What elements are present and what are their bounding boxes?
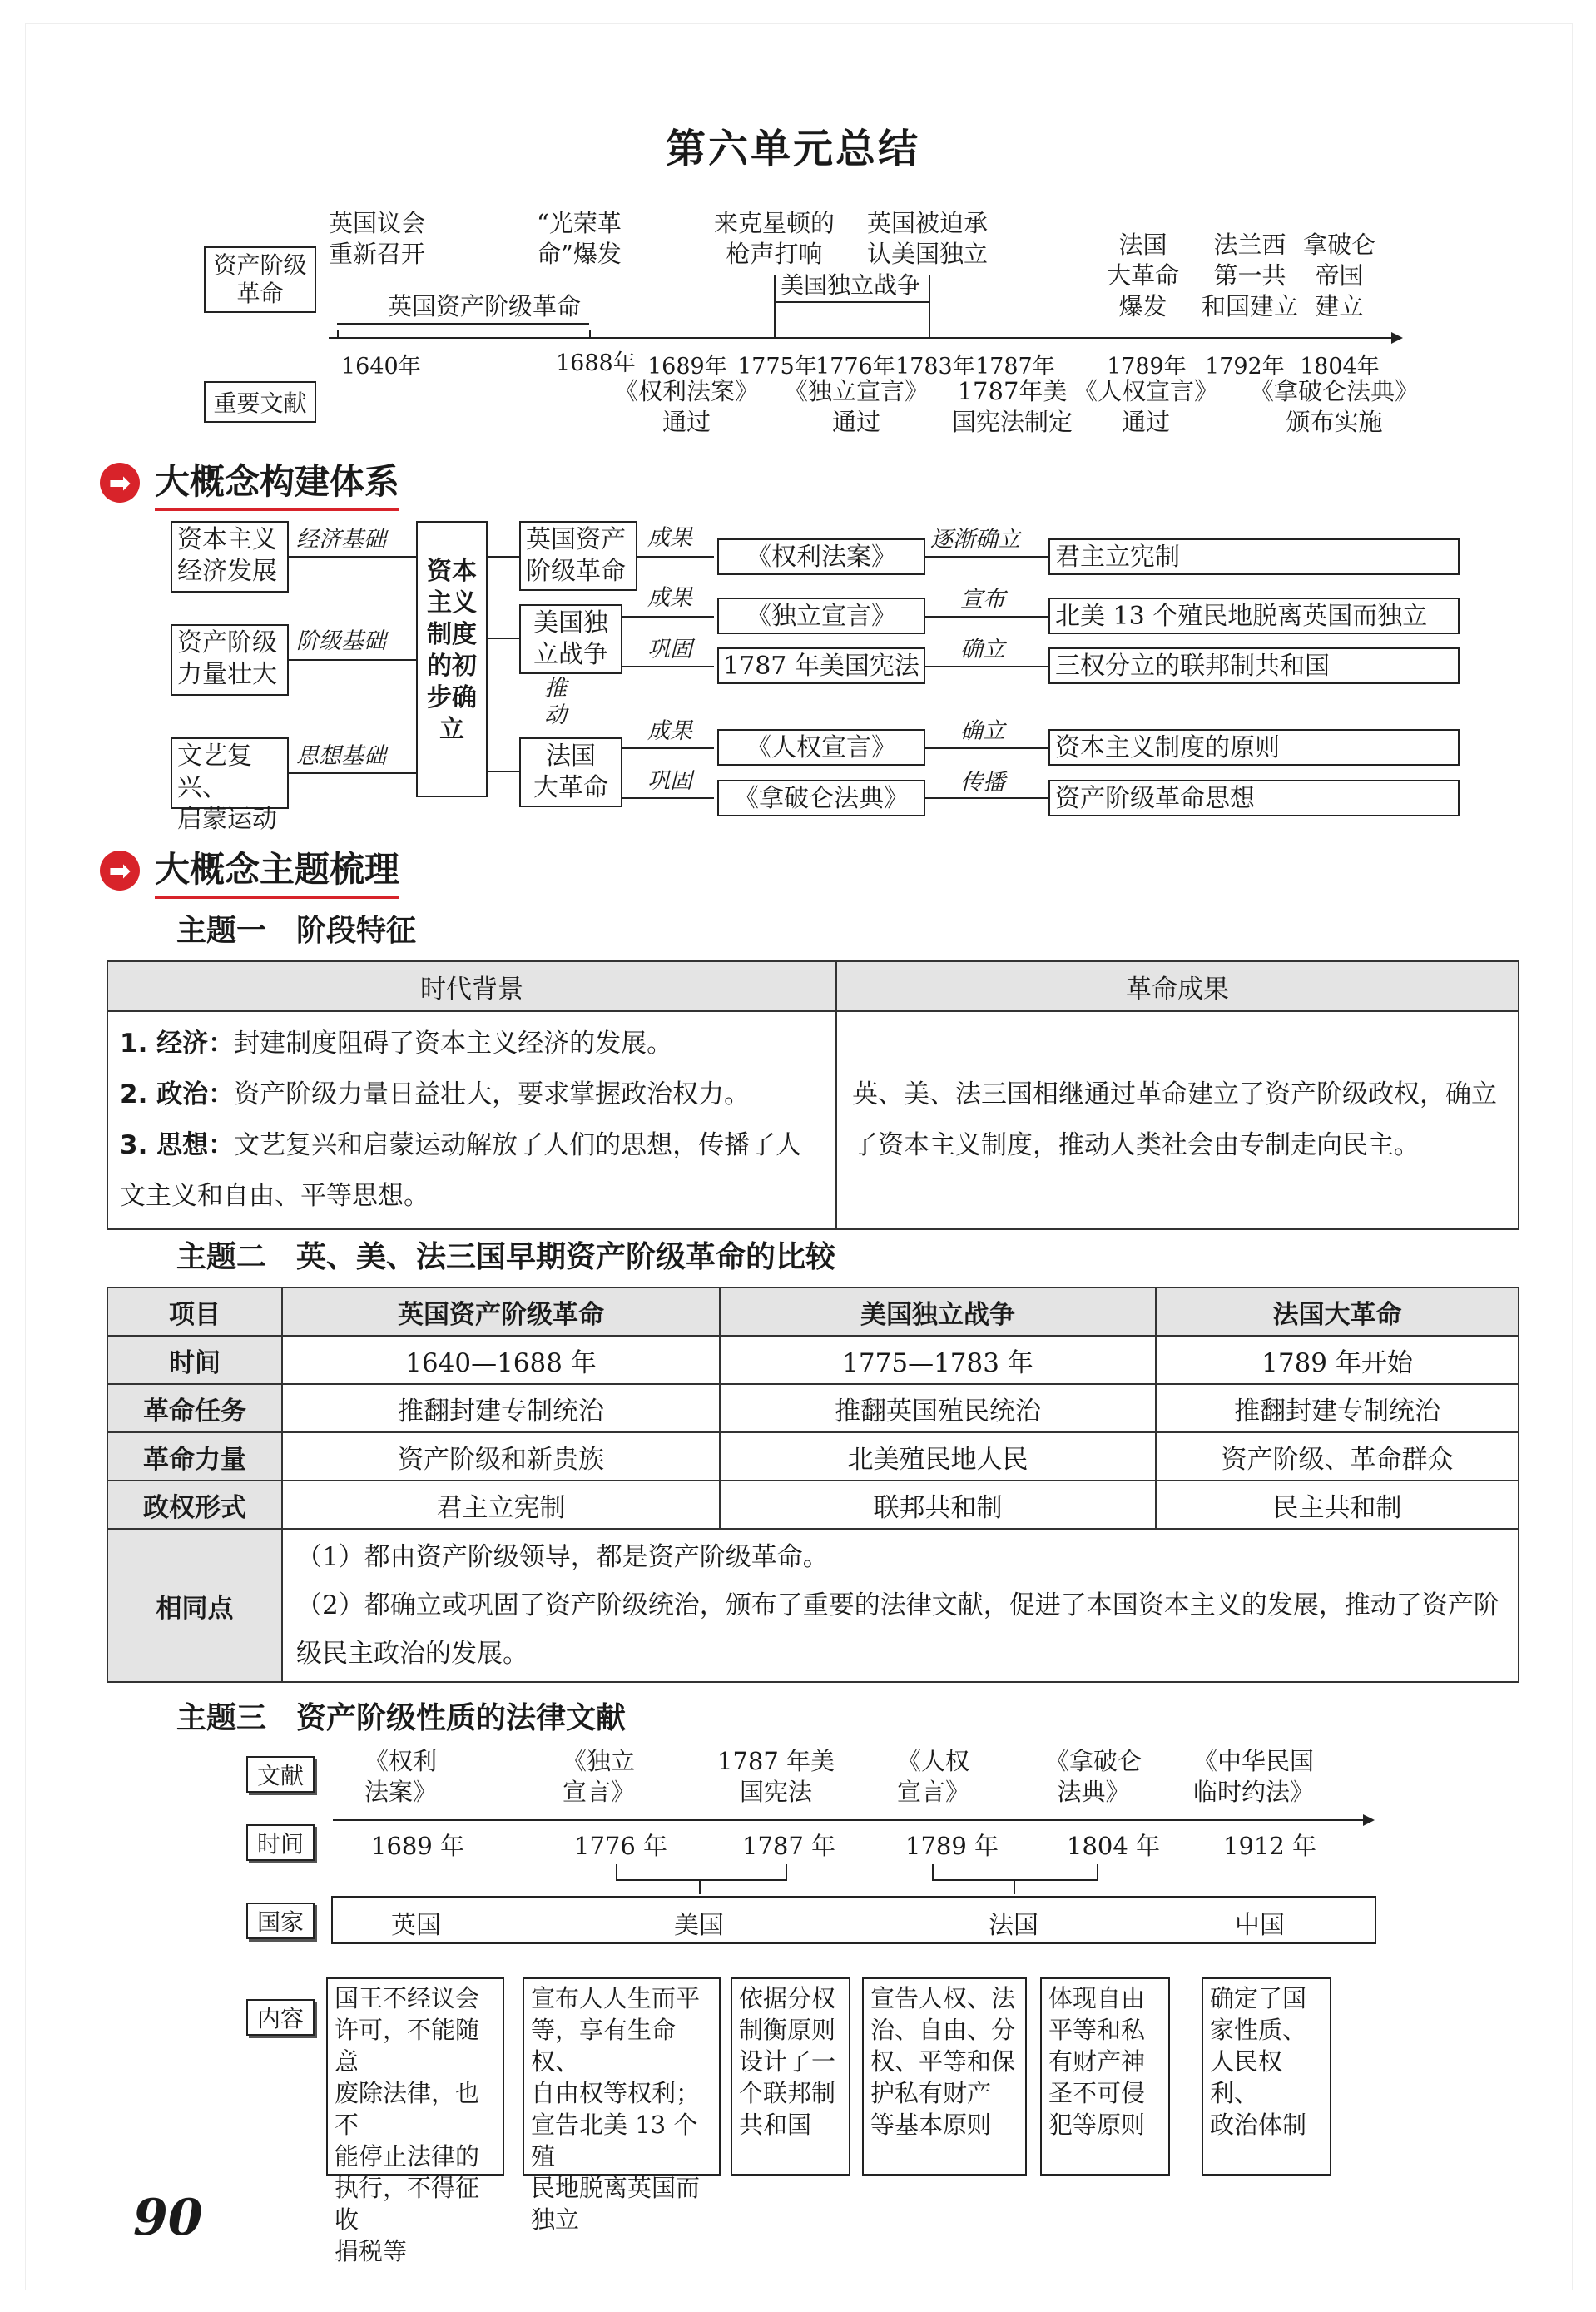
t3-axis: [333, 1819, 1365, 1821]
concept-class: 资产阶级 力量壮大: [171, 624, 289, 696]
t3-content-4: 体现自由 平等和私 有财产神 圣不可侵 犯等原则: [1040, 1977, 1170, 2176]
t3-doc-4: 《拿破仑 法典》: [1045, 1747, 1142, 1806]
label-class: 阶级基础: [296, 628, 386, 654]
t3-year-1: 1776 年: [574, 1832, 668, 1860]
link4-doc: 《拿破仑法典》: [717, 780, 925, 816]
timeline-label-docs: 重要文献: [204, 381, 316, 423]
bracket-usa: [616, 1864, 787, 1881]
table-row: [107, 1336, 1519, 1384]
bg-item: [120, 1019, 824, 1069]
section1-title: 大概念构建体系: [155, 454, 399, 511]
link0-doc: 《权利法案》: [717, 538, 925, 575]
event-1783: 英国被迫承 认美国独立: [867, 209, 989, 268]
row-label: 政权形式: [107, 1481, 282, 1529]
range-british-line: [337, 323, 589, 325]
range-american-label: 美国独立战争: [781, 271, 921, 299]
cell: 北美殖民地人民: [720, 1432, 1156, 1481]
range-british-label: 英国资产阶级革命: [384, 291, 584, 322]
t3-year-5: 1912 年: [1223, 1832, 1317, 1860]
year-1776: 1776年: [815, 354, 895, 380]
concept-center: 资本 主义 制度 的初 步确 立: [416, 521, 488, 797]
bg-item: [120, 1120, 824, 1222]
t3-doc-0: 《权利 法案》: [364, 1747, 438, 1806]
th-british: 英国资产阶级革命: [282, 1287, 720, 1336]
cell: 推翻英国殖民统治: [720, 1384, 1156, 1432]
label-content: 内容: [246, 1999, 315, 2036]
bracket-france-stem: [1014, 1879, 1015, 1894]
theme1-heading: 主题一 阶段特征: [176, 914, 417, 948]
link1-verb2: 宣布: [960, 587, 1005, 613]
line-center-american: [488, 638, 519, 639]
concept-thought: 文艺复兴、 启蒙运动: [171, 737, 289, 809]
theme2-table: [107, 1287, 1519, 1683]
arrow-class: [289, 659, 416, 661]
theme1-bg-cell: [107, 1011, 836, 1229]
tick-1775: [774, 275, 776, 338]
t3-content-5: 确定了国 家性质、 人民权利、 政治体制: [1202, 1977, 1331, 2176]
doc-us-constitution: 1787年美 国宪法制定: [952, 377, 1073, 436]
year-1688: 1688年: [556, 350, 636, 376]
cell: 君主立宪制: [282, 1481, 720, 1529]
cell: 民主共和制: [1156, 1481, 1519, 1529]
page-number: 90: [133, 2189, 203, 2247]
table-row: [107, 1432, 1519, 1481]
cell: 1789 年开始: [1156, 1336, 1519, 1384]
link1-arrow: [622, 616, 714, 618]
th-american: 美国独立战争: [720, 1287, 1156, 1336]
common-cell: [282, 1529, 1519, 1682]
tick-1640: [337, 330, 339, 338]
cell: 资产阶级和新贵族: [282, 1432, 720, 1481]
common-item: （1）都由资产阶级领导，都是资产阶级革命。: [296, 1542, 829, 1572]
bracket-usa-stem: [699, 1879, 701, 1894]
link4-arrow2: [925, 797, 1048, 799]
link4-verb: 巩固: [647, 768, 692, 794]
label-country: 国家: [246, 1903, 315, 1939]
link0-verb: 成果: [647, 525, 692, 551]
t3-year-4: 1804 年: [1067, 1832, 1161, 1860]
year-1775: 1775年: [737, 354, 817, 380]
country-2: 法国: [989, 1911, 1038, 1940]
country-bar: [331, 1896, 1376, 1944]
cell: 1775—1783 年: [720, 1336, 1156, 1384]
year-1804: 1804年: [1300, 354, 1380, 380]
cell: 资产阶级、革命群众: [1156, 1432, 1519, 1481]
row-label: 时间: [107, 1336, 282, 1384]
doc-napoleonic-code: 《拿破仑法典》 颁布实施: [1250, 377, 1420, 436]
link2-result: 三权分立的联邦制共和国: [1048, 647, 1460, 684]
link2-doc: 1787 年美国宪法: [717, 647, 925, 684]
country-3: 中国: [1235, 1911, 1285, 1940]
link1-doc: 《独立宣言》: [717, 598, 925, 634]
link3-verb2: 确立: [960, 718, 1005, 744]
timeline-arrowhead: [1391, 332, 1403, 344]
push-label: 推 动: [544, 676, 567, 728]
bg-label: 2. 政治：: [120, 1079, 235, 1109]
link2-verb2: 确立: [960, 637, 1005, 662]
link4-arrow: [622, 797, 714, 799]
event-1804: 拿破仑 帝国 建立: [1303, 231, 1376, 320]
tick-1688: [589, 330, 591, 338]
year-1789: 1789年: [1107, 354, 1187, 380]
rev-french: 法国 大革命: [519, 737, 622, 807]
t3-doc-5: 《中华民国 临时约法》: [1193, 1747, 1315, 1806]
link3-arrow2: [925, 747, 1048, 749]
link2-arrow: [622, 666, 714, 667]
cell: 推翻封建专制统治: [1156, 1384, 1519, 1432]
link0-verb2: 逐渐确立: [930, 527, 1020, 553]
arrow-icon: ➡: [100, 851, 140, 891]
link0-result: 君主立宪制: [1048, 538, 1460, 575]
event-1775: 来克星顿的 枪声打响: [714, 209, 835, 268]
theme3-heading: 主题三 资产阶级性质的法律文献: [176, 1701, 627, 1735]
table-row: [107, 1384, 1519, 1432]
link0-arrow: [637, 556, 714, 558]
link0-arrow2: [925, 556, 1048, 558]
rev-british: 英国资产 阶级革命: [519, 521, 637, 591]
link1-arrow2: [925, 616, 1048, 618]
doc-bill-of-rights: 《权利法案》 通过: [614, 377, 760, 436]
t3-content-1: 宣布人人生而平 等，享有生命权、 自由权等权利； 宣告北美 13 个殖 民地脱离英国而 独立: [523, 1977, 721, 2176]
year-1640: 1640年: [341, 354, 421, 380]
section1-heading: [100, 454, 399, 511]
t3-doc-1: 《独立 宣言》: [563, 1747, 636, 1806]
link4-result: 资产阶级革命思想: [1048, 780, 1460, 816]
bg-text: 封建制度阻碍了资本主义经济的发展。: [234, 1029, 673, 1059]
concept-economy: 资本主义 经济发展: [171, 521, 289, 593]
link3-result: 资本主义制度的原则: [1048, 729, 1460, 766]
section2-heading: [100, 842, 399, 899]
link3-arrow: [622, 747, 714, 749]
arrow-thought: [289, 772, 416, 774]
arrow-icon: ➡: [100, 463, 140, 503]
th-item: 项目: [107, 1287, 282, 1336]
table-row: [107, 1529, 1519, 1682]
theme1-col1: 时代背景: [107, 961, 836, 1011]
theme1-result: 英、美、法三国相继通过革命建立了资产阶级政权，确立了资本主义制度，推动人类社会由专制走向民主。: [836, 1011, 1519, 1229]
timeline-label-revolution: 资产阶级 革命: [204, 246, 316, 313]
year-1787: 1787年: [975, 354, 1055, 380]
table-row: [107, 1481, 1519, 1529]
line-center-british: [488, 556, 519, 558]
t3-doc-3: 《人权 宣言》: [897, 1747, 970, 1806]
link1-result: 北美 13 个殖民地脱离英国而独立: [1048, 598, 1460, 634]
label-docs: 文献: [246, 1756, 315, 1793]
section2-title: 大概念主题梳理: [155, 842, 399, 899]
link3-verb: 成果: [647, 718, 692, 744]
row-label: 革命任务: [107, 1384, 282, 1432]
t3-content-3: 宣告人权、法 治、自由、分 权、平等和保 护私有财产 等基本原则: [862, 1977, 1027, 2176]
timeline-axis: [329, 337, 1394, 339]
bg-item: [120, 1069, 824, 1120]
country-0: 英国: [391, 1911, 441, 1940]
t3-year-2: 1787 年: [742, 1832, 836, 1860]
t3-content-2: 依据分权 制衡原则 设计了一 个联邦制 共和国: [731, 1977, 850, 2176]
th-french: 法国大革命: [1156, 1287, 1519, 1336]
event-1789: 法国 大革命 爆发: [1107, 231, 1180, 320]
link2-verb: 巩固: [647, 637, 692, 662]
year-1792: 1792年: [1205, 354, 1285, 380]
year-1783: 1783年: [895, 354, 975, 380]
range-american-line: [774, 301, 929, 303]
t3-content-0: 国王不经议会 许可，不能随意 废除法律，也不 能停止法律的 执行，不得征收 捐税等: [326, 1977, 504, 2176]
link2-arrow2: [925, 666, 1048, 667]
event-1688: “光荣革 命”爆发: [537, 209, 622, 268]
bg-label: 1. 经济：: [120, 1029, 235, 1059]
row-label: 革命力量: [107, 1432, 282, 1481]
link3-doc: 《人权宣言》: [717, 729, 925, 766]
cell: 1640—1688 年: [282, 1336, 720, 1384]
bg-label: 3. 思想：: [120, 1130, 235, 1160]
doc-declaration: 《独立宣言》 通过: [784, 377, 929, 436]
common-item: （2）都确立或巩固了资产阶级统治，颁布了重要的法律文献，促进了本国资本主义的发展，推动了资产阶级民主政治的发展。: [296, 1590, 1499, 1669]
arrow-economy: [289, 556, 416, 558]
bg-text: 资产阶级力量日益壮大，要求掌握政治权力。: [234, 1079, 751, 1109]
doc-rights-of-man: 《人权宣言》 通过: [1073, 377, 1219, 436]
t3-arrowhead: [1363, 1814, 1375, 1826]
rev-american: 美国独 立战争: [519, 604, 622, 674]
t3-year-3: 1789 年: [905, 1832, 999, 1860]
label-time: 时间: [246, 1824, 315, 1861]
row-label: 相同点: [107, 1529, 282, 1682]
theme2-heading: 主题二 英、美、法三国早期资产阶级革命的比较: [176, 1240, 836, 1274]
year-1689: 1689年: [647, 354, 727, 380]
tick-1783: [929, 275, 930, 338]
cell: 推翻封建专制统治: [282, 1384, 720, 1432]
bg-text: 文艺复兴和启蒙运动解放了人们的思想，传播了人文主义和自由、平等思想。: [120, 1130, 802, 1211]
country-1: 美国: [674, 1911, 724, 1940]
link1-verb: 成果: [647, 585, 692, 611]
theme1-table: [107, 960, 1519, 1230]
line-center-french: [488, 771, 519, 772]
theme1-col2: 革命成果: [836, 961, 1519, 1011]
t3-doc-2: 1787 年美 国宪法: [717, 1747, 835, 1806]
label-economy: 经济基础: [296, 527, 386, 553]
event-1792: 法兰西 第一共 和国建立: [1202, 231, 1299, 320]
cell: 联邦共和制: [720, 1481, 1156, 1529]
link4-verb2: 传播: [960, 770, 1005, 796]
bracket-france: [932, 1864, 1098, 1881]
t3-year-0: 1689 年: [371, 1832, 465, 1860]
event-1640: 英国议会 重新召开: [329, 209, 426, 268]
label-thought: 思想基础: [296, 743, 386, 769]
page-title: 第六单元总结: [666, 126, 921, 172]
